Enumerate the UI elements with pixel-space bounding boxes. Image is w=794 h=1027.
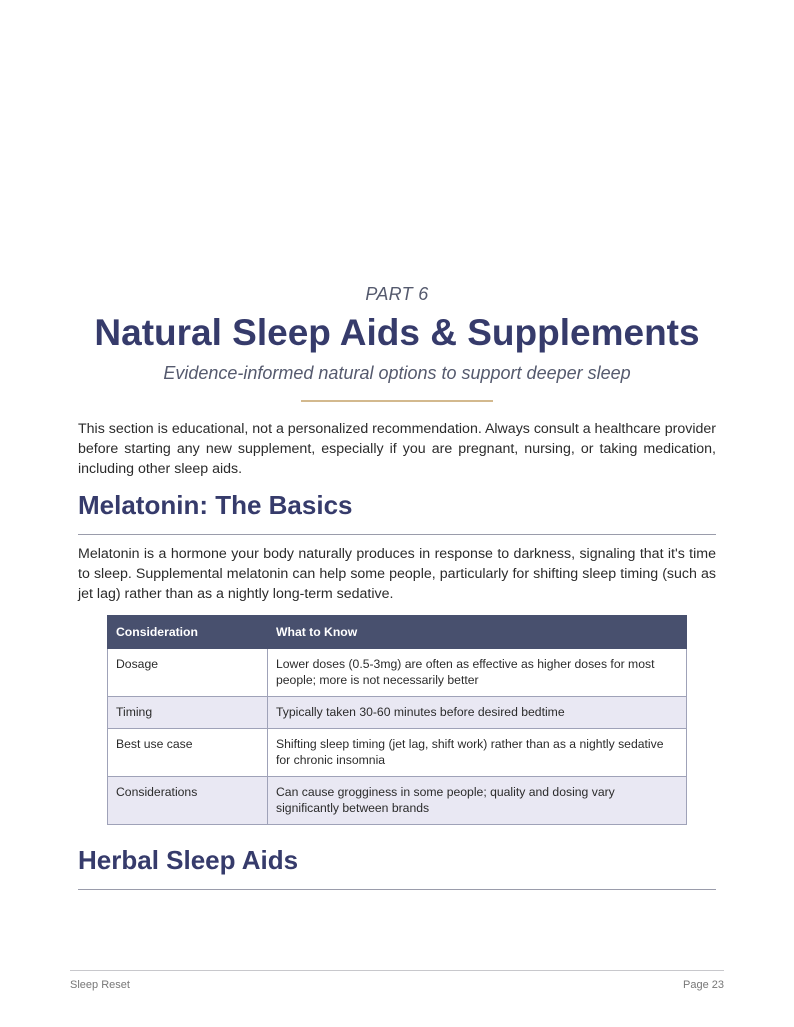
table-row — [108, 649, 687, 697]
table-header-what-to-know: What to Know — [268, 616, 687, 649]
table-cell-consideration: Dosage — [108, 649, 268, 697]
table-cell-detail: Typically taken 30-60 minutes before desired bedtime — [268, 697, 687, 729]
herbal-heading-rule — [78, 889, 716, 890]
table-cell-consideration: Best use case — [108, 729, 268, 777]
melatonin-heading-rule — [78, 534, 716, 535]
table-header-consideration: Consideration — [108, 616, 268, 649]
melatonin-table — [107, 615, 687, 825]
table-row — [108, 729, 687, 777]
footer-document-title: Sleep Reset — [70, 979, 130, 991]
herbal-heading: Herbal Sleep Aids — [78, 845, 299, 875]
part-label: PART 6 — [365, 284, 429, 304]
table-header-row — [108, 616, 687, 649]
melatonin-paragraph: Melatonin is a hormone your body naturally produces in response to darkness, signaling that it's time to sleep. Supplemental melatonin can help some people, particularly for shifting sleep timing (such as jet lag) rather than as a nightly long-term sedative. — [78, 546, 716, 602]
intro-paragraph: This section is educational, not a personalized recommendation. Always consult a healthcare provider before starting any new supplement, especially if you are pregnant, nursing, or taking medication, including other sleep aids. — [78, 421, 717, 477]
footer-page-number: Page 23 — [683, 979, 724, 991]
melatonin-heading: Melatonin: The Basics — [78, 490, 353, 520]
page-subtitle: Evidence-informed natural options to support deeper sleep — [163, 363, 631, 383]
table-row — [108, 697, 687, 729]
table-cell-detail: Can cause grogginess in some people; quality and dosing vary significantly between brands — [268, 777, 687, 825]
table-cell-consideration: Considerations — [108, 777, 268, 825]
table-cell-detail: Lower doses (0.5-3mg) are often as effective as higher doses for most people; more is not necessarily better — [268, 649, 687, 697]
table-cell-consideration: Timing — [108, 697, 268, 729]
footer-divider — [70, 970, 724, 971]
table-cell-detail: Shifting sleep timing (jet lag, shift work) rather than as a nightly sedative for chronic insomnia — [268, 729, 687, 777]
title-divider — [301, 400, 493, 402]
page-title: Natural Sleep Aids & Supplements — [94, 312, 700, 353]
table-row — [108, 777, 687, 825]
